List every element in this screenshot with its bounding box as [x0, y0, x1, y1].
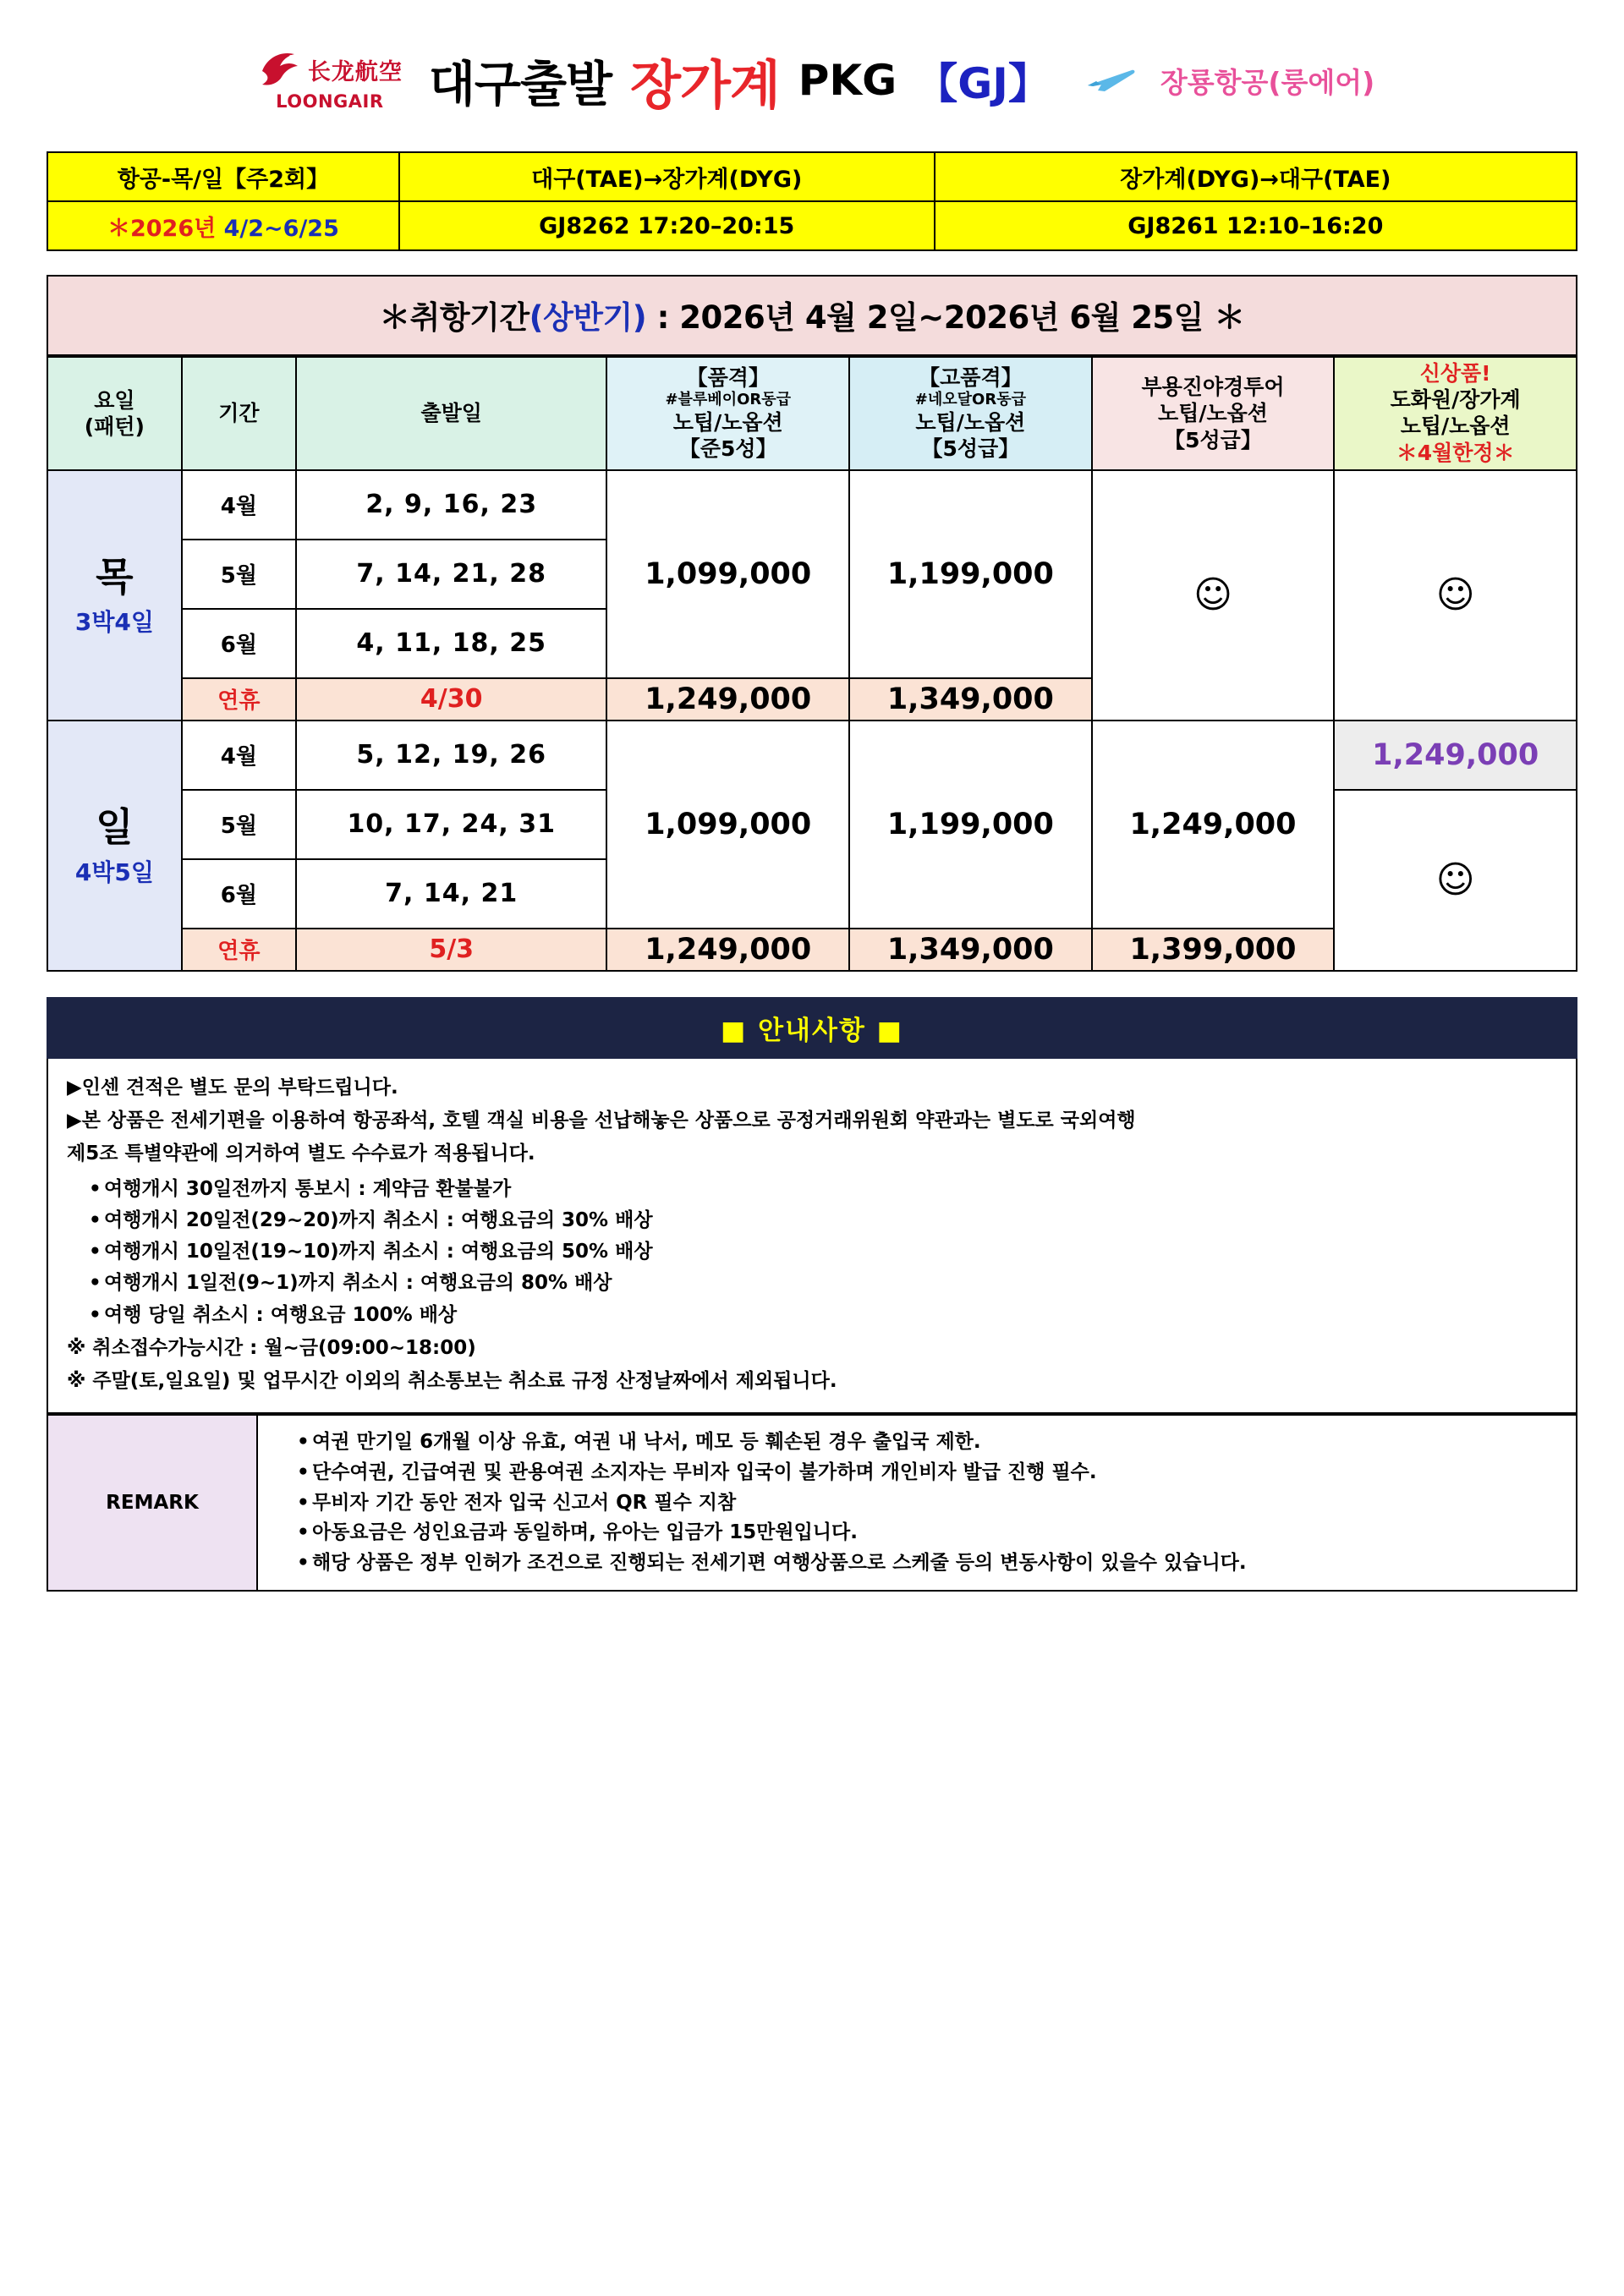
header-col7-l4: ＊4월한정＊: [1396, 440, 1515, 465]
price-table-header-row: [47, 357, 1577, 470]
header-col5-l4: 【5성급】: [921, 436, 1020, 462]
flight-row-header: [47, 152, 1577, 201]
period-prefix: ＊취항기간: [379, 299, 529, 336]
price-cell-c-smiley: ☺: [1092, 470, 1335, 721]
price-cell-b: 1,199,000: [849, 721, 1092, 929]
airline-name: 장룡항공(룽에어): [1160, 65, 1375, 99]
header-col6-l1: 부용진야경투어: [1141, 375, 1285, 399]
flight-period-star: ＊: [107, 215, 130, 242]
price-table: [47, 356, 1577, 972]
list-item: • 여행개시 1일전(9~1)까지 취소시 : 여행요금의 80% 배상: [89, 1268, 1557, 1299]
list-item: • 여행개시 10일전(19~10)까지 취소시 : 여행요금의 50% 배상: [89, 1236, 1557, 1268]
price-cell-a: 1,099,000: [606, 470, 849, 678]
header-col4-l2: #블루베이OR동급: [665, 391, 792, 409]
dates-cell: 7, 14, 21, 28: [296, 540, 606, 609]
month-cell: 4월: [182, 470, 296, 540]
list-item: • 여권 만기일 6개월 이상 유효, 여권 내 낙서, 메모 등 훼손된 경우 출입국 제한.: [297, 1427, 1561, 1458]
flight-label-cell: 항공-목/일【주2회】: [47, 152, 399, 201]
airplane-icon: [1084, 63, 1137, 98]
list-item: • 아동요금은 성인요금과 동일하며, 유아는 입금가 15만원입니다.: [297, 1518, 1561, 1548]
price-cell-d-smiley: ☺: [1334, 790, 1577, 971]
holiday-price-a: 1,249,000: [606, 929, 849, 971]
title-destination: 장가계: [630, 53, 780, 116]
remark-item-list: [273, 1427, 1561, 1578]
header-period: 기간: [182, 357, 296, 470]
header-day-line2: (패턴): [84, 414, 145, 439]
period-text: : 2026년 4월 2일~2026년 6월 25일 ＊: [646, 299, 1245, 336]
month-cell: 4월: [182, 721, 296, 790]
day-sub-sun: 4박5일: [74, 858, 154, 886]
header-col4-l1: 【품격】: [686, 365, 770, 391]
flight-inbound-detail: GJ8261 12:10–16:20: [935, 201, 1577, 250]
header-day-line1: 요일: [94, 387, 135, 413]
header-day: [47, 357, 182, 470]
flight-period-year: 2026년: [129, 215, 217, 242]
month-cell: 6월: [182, 609, 296, 678]
header-col7-l2: 도화원/장가계: [1390, 387, 1521, 412]
list-item: • 해당 상품은 정부 인허가 조건으로 진행되는 전세기편 여행상품으로 스케줄 등의 변동사항이 있을수 있습니다.: [297, 1548, 1561, 1579]
header-product-buyongjin: [1092, 357, 1335, 470]
notice-cancel-list: [67, 1174, 1557, 1331]
holiday-label: 연휴: [182, 678, 296, 721]
remark-content: [257, 1415, 1577, 1591]
remark-label: REMARK: [47, 1415, 257, 1591]
dates-cell: 5, 12, 19, 26: [296, 721, 606, 790]
notice-lead-2: ▶본 상품은 전세기편을 이용하여 항공좌석, 호텔 객실 비용을 선납해놓은 상품으로 공정거래위원회 약관과는 별도로 국외여행: [67, 1110, 1136, 1132]
day-label-sun: 일: [96, 804, 134, 851]
dragon-bird-icon: [257, 49, 301, 90]
month-cell: 5월: [182, 790, 296, 859]
title-pkg: PKG: [798, 56, 897, 105]
day-cell-sunday: [47, 721, 182, 971]
logo-english-text: LOONGAIR: [276, 91, 384, 112]
day-sub-thu: 3박4일: [74, 607, 154, 636]
header-col5-l3: 노팁/노옵션: [915, 410, 1026, 436]
period-half: (상반기): [529, 299, 647, 336]
page-header: [47, 38, 1577, 123]
header-product-pumgyeok: [606, 357, 849, 470]
price-cell-a: 1,099,000: [606, 721, 849, 929]
remark-row: [47, 1415, 1577, 1591]
header-col4-l4: 【준5성】: [678, 436, 777, 462]
dates-cell: 7, 14, 21: [296, 859, 606, 929]
list-item: • 무비자 기간 동안 전자 입국 신고서 QR 필수 지참: [297, 1488, 1561, 1519]
list-item: • 여행개시 20일전(29~20)까지 취소시 : 여행요금의 30% 배상: [89, 1205, 1557, 1236]
logo-chinese-text: 长龙航空: [307, 58, 403, 85]
notice-title-bar: ■ 안내사항 ■: [47, 997, 1577, 1059]
table-row: [47, 721, 1577, 790]
holiday-date: 5/3: [296, 929, 606, 971]
remark-table: [47, 1414, 1577, 1592]
header-product-gopumgyeok: [849, 357, 1092, 470]
holiday-price-a: 1,249,000: [606, 678, 849, 721]
header-departure-date: 출발일: [296, 357, 606, 470]
holiday-price-b: 1,349,000: [849, 678, 1092, 721]
logo-mark: [257, 49, 403, 90]
day-label-thu: 목: [96, 554, 134, 600]
list-item: • 여행개시 30일전까지 통보시 : 계약금 환불불가: [89, 1174, 1557, 1205]
flight-schedule-table: [47, 151, 1577, 251]
month-cell: 5월: [182, 540, 296, 609]
month-cell: 6월: [182, 859, 296, 929]
header-col7-l3: 노팁/노옵션: [1400, 414, 1511, 439]
header-col4-l3: 노팁/노옵션: [672, 410, 783, 436]
holiday-price-b: 1,349,000: [849, 929, 1092, 971]
header-col5-l1: 【고품격】: [919, 365, 1023, 391]
holiday-date: 4/30: [296, 678, 606, 721]
list-item: • 여행 당일 취소시 : 여행요금 100% 배상: [89, 1300, 1557, 1331]
header-col5-l2: #네오달OR동급: [914, 391, 1026, 409]
header-col6-l2: 노팁/노옵션: [1158, 401, 1268, 426]
holiday-price-c: 1,399,000: [1092, 929, 1335, 971]
price-cell-d-new: 1,249,000: [1334, 721, 1577, 790]
table-row: [47, 470, 1577, 540]
header-col7-l1: 신상품!: [1419, 361, 1491, 386]
loongair-logo: [250, 49, 410, 112]
dates-cell: 10, 17, 24, 31: [296, 790, 606, 859]
notice-note-2: ※ 주말(토,일요일) 및 업무시간 이외의 취소통보는 취소료 규정 산정날짜에서 제외됩니다.: [67, 1370, 837, 1392]
dates-cell: 2, 9, 16, 23: [296, 470, 606, 540]
notice-body: [47, 1059, 1577, 1415]
flight-period-cell: [47, 201, 399, 250]
price-cell-b: 1,199,000: [849, 470, 1092, 678]
flight-outbound-route: 대구(TAE)→장가계(DYG): [399, 152, 935, 201]
notice-lead-2b: 제5조 특별약관에 의거하여 별도 수수료가 적용됩니다.: [67, 1143, 535, 1165]
holiday-label: 연휴: [182, 929, 296, 971]
flight-row-detail: [47, 201, 1577, 250]
flight-outbound-detail: GJ8262 17:20–20:15: [399, 201, 935, 250]
flight-inbound-route: 장가계(DYG)→대구(TAE): [935, 152, 1577, 201]
period-banner: [47, 275, 1577, 356]
flight-period-range: 4/2~6/25: [223, 215, 339, 242]
price-cell-c: 1,249,000: [1092, 721, 1335, 929]
header-product-new: [1334, 357, 1577, 470]
notice-lead-1: ▶인센 견적은 별도 문의 부탁드립니다.: [67, 1076, 398, 1099]
notice-note-1: ※ 취소접수가능시간 : 월~금(09:00~18:00): [67, 1336, 476, 1359]
dates-cell: 4, 11, 18, 25: [296, 609, 606, 678]
price-cell-d-smiley: ☺: [1334, 470, 1577, 721]
day-cell-thursday: [47, 470, 182, 721]
title-departure: 대구출발: [428, 57, 612, 112]
list-item: • 단수여권, 긴급여권 및 관용여권 소지자는 무비자 입국이 불가하며 개인비자 발급 진행 필수.: [297, 1458, 1561, 1488]
title-code: 【GJ】: [915, 59, 1051, 108]
header-col6-l3: 【5성급】: [1164, 427, 1262, 452]
